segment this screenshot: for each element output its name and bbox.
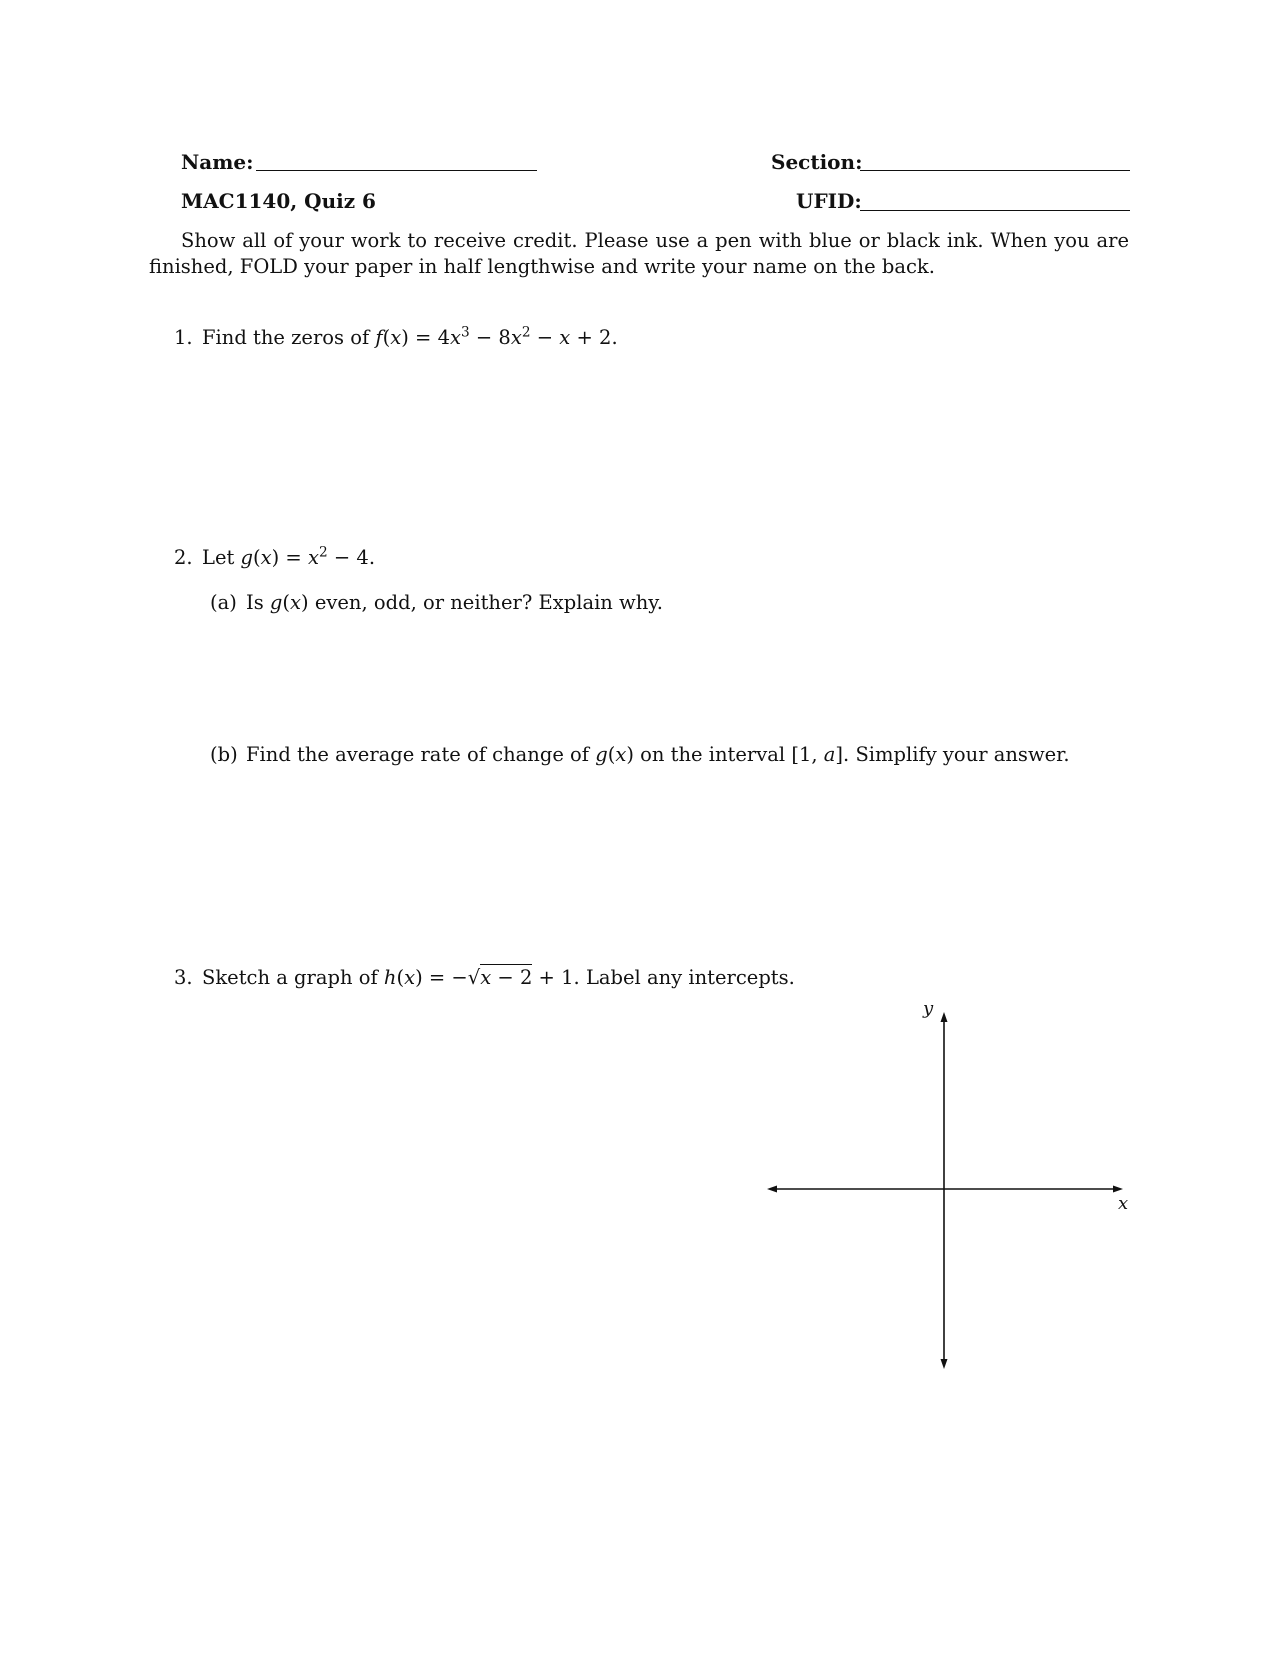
question-2b: (b) Find the average rate of change of g(x) on the interval [1, a]. Simplify your answer. — [210, 743, 1070, 766]
question-2-formula: $g(x) = x^2 - 4$. — [240, 544, 376, 569]
question-2-text: Let — [202, 546, 235, 569]
question-2a: (a) Is g(x) even, odd, or neither? Explain why. — [210, 591, 663, 614]
question-2b-label: (b) — [210, 743, 238, 766]
x-axis-left-arrow — [767, 1186, 777, 1193]
y-axis-top-arrow — [941, 1012, 948, 1022]
question-3-formula: h(x) = −√x − 2 + 1. — [383, 966, 580, 989]
x-axis-label: x — [1118, 1193, 1129, 1214]
course-title: MAC1140, Quiz 6 — [181, 189, 376, 213]
section-label: Section: — [771, 150, 863, 174]
instructions: Show all of your work to receive credit. Please use a pen with blue or black ink. When you are finished, FOLD your paper in half lengthwise and write your name on the back. — [149, 229, 1129, 278]
question-2-number: 2. — [174, 546, 193, 569]
question-3: 3. Sketch a graph of h(x) = −√x − 2 + 1. Label any intercepts. — [174, 966, 795, 989]
question-1-text: Find the zeros of — [202, 326, 370, 349]
y-axis-label: y — [923, 998, 934, 1019]
question-3-number: 3. — [174, 966, 193, 989]
x-axis-right-arrow — [1113, 1186, 1123, 1193]
question-1-formula: $f(x) = 4x^3 - 8x^2 - x + 2$. — [375, 324, 618, 349]
y-axis-bottom-arrow — [941, 1359, 948, 1369]
question-1-number: 1. — [174, 326, 193, 349]
ufid-label: UFID: — [796, 189, 862, 213]
question-2a-label: (a) — [210, 591, 237, 614]
name-label: Name: — [181, 150, 254, 174]
